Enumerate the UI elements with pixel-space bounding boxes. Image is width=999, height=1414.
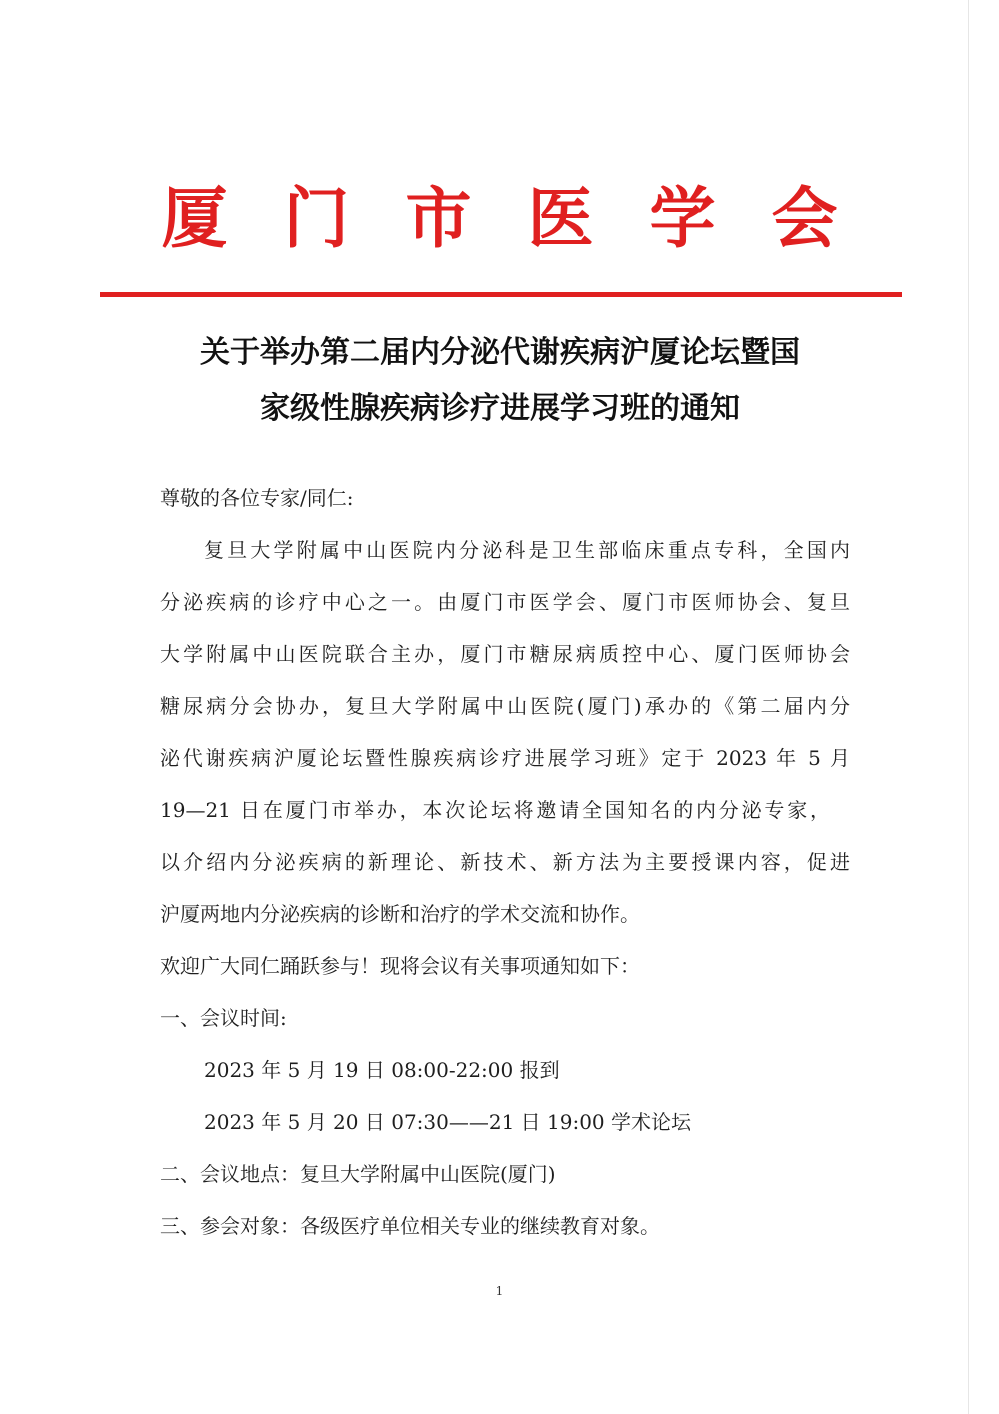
salutation: 尊敬的各位专家/同仁: (160, 486, 354, 510)
doc-title-line-2: 家级性腺疾病诊疗进展学习班的通知 (260, 391, 740, 426)
body-line-5: 泌代谢疾病沪厦论坛暨性腺疾病诊疗进展学习班》定于 2023 年 5 月 (160, 746, 850, 770)
letterhead-red-rule (100, 292, 902, 297)
body-line-2: 分泌疾病的诊疗中心之一。由厦门市医学会、厦门市医师协会、复旦 (160, 590, 850, 614)
schedule-item-2: 2023 年 5 月 20 日 07:30——21 日 19:00 学术论坛 (204, 1110, 692, 1134)
section-3-audience: 三、参会对象：各级医疗单位相关专业的继续教育对象。 (160, 1214, 660, 1238)
body-line-8: 沪厦两地内分泌疾病的诊断和治疗的学术交流和协作。 (160, 902, 640, 926)
body-line-7: 以介绍内分泌疾病的新理论、新技术、新方法为主要授课内容，促进 (160, 850, 850, 874)
body-line-3: 大学附属中山医院联合主办，厦门市糖尿病质控中心、厦门医师协会 (160, 642, 850, 666)
schedule-item-1: 2023 年 5 月 19 日 08:00-22:00 报到 (204, 1058, 560, 1082)
section-2-venue: 二、会议地点：复旦大学附属中山医院(厦门) (160, 1162, 556, 1186)
body-line-4: 糖尿病分会协办，复旦大学附属中山医院(厦门)承办的《第二届内分 (160, 694, 850, 718)
body-line-6: 19—21 日在厦门市举办，本次论坛将邀请全国知名的内分泌专家， (160, 798, 830, 822)
org-letterhead: 厦门市医学会 (161, 179, 894, 257)
section-1-heading: 一、会议时间: (160, 1006, 287, 1030)
body-line-1: 复旦大学附属中山医院内分泌科是卫生部临床重点专科，全国内 (204, 538, 850, 562)
welcome-line: 欢迎广大同仁踊跃参与！现将会议有关事项通知如下： (160, 954, 640, 978)
page-number: 1 (495, 1284, 504, 1298)
doc-title-line-1: 关于举办第二届内分泌代谢疾病沪厦论坛暨国 (200, 335, 800, 370)
